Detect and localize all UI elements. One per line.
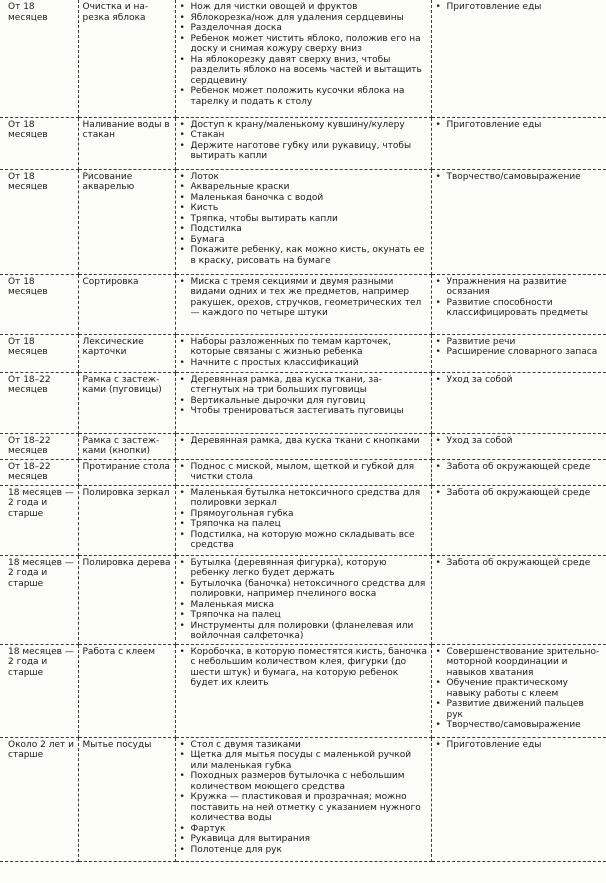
table-row bbox=[0, 485, 606, 555]
materials-list bbox=[180, 2, 428, 107]
skill-item: • Уход за собой bbox=[436, 436, 604, 447]
skills-list bbox=[436, 436, 604, 447]
table-row bbox=[0, 117, 606, 169]
skills-cell bbox=[431, 372, 606, 433]
skill-item: • Приготовление еды bbox=[436, 2, 604, 13]
material-item: • Яблокорезка/нож для удаления сердцевины bbox=[180, 13, 428, 24]
skill-item: • Творчество/самовыражение bbox=[436, 720, 604, 731]
skill-item: • Творчество/самовыражение bbox=[436, 172, 604, 183]
age-cell: От 18–22 месяцев bbox=[0, 433, 78, 459]
material-item: • Акварельные краски bbox=[180, 182, 428, 193]
materials-list bbox=[180, 558, 428, 642]
materials-cell bbox=[175, 555, 431, 644]
material-item: • Начните с простых классификаций bbox=[180, 358, 428, 369]
materials-cell bbox=[175, 433, 431, 459]
materials-cell bbox=[175, 459, 431, 485]
skills-cell bbox=[431, 555, 606, 644]
activity-cell: Рисование акварелью bbox=[78, 169, 175, 274]
table-row bbox=[0, 644, 606, 737]
skills-list bbox=[436, 647, 604, 731]
skills-list bbox=[436, 2, 604, 13]
material-item: • Полотенце для рук bbox=[180, 845, 428, 856]
age-cell: От 18 месяцев bbox=[0, 274, 78, 334]
table-row bbox=[0, 372, 606, 433]
skills-cell bbox=[431, 334, 606, 372]
materials-cell bbox=[175, 169, 431, 274]
material-item: • Разделочная доска bbox=[180, 23, 428, 34]
skill-item: • Совершенствование зрительно-моторной координации и навыков хватания bbox=[436, 647, 604, 679]
materials-cell bbox=[175, 334, 431, 372]
activity-cell: Работа с клеем bbox=[78, 644, 175, 737]
skill-item: • Развитие движений пальцев рук bbox=[436, 699, 604, 720]
material-item: • Рукавица для вытирания bbox=[180, 834, 428, 845]
material-item: • Стакан bbox=[180, 130, 428, 141]
materials-cell bbox=[175, 737, 431, 861]
age-cell: 18 месяцев — 2 года и старше bbox=[0, 644, 78, 737]
skills-cell bbox=[431, 644, 606, 737]
skill-item: • Упражнения на развитие осязания bbox=[436, 277, 604, 298]
activity-cell: Очистка и нарезка яблока bbox=[78, 0, 175, 117]
material-item: • Фартук bbox=[180, 824, 428, 835]
materials-list bbox=[180, 172, 428, 267]
skill-item: • Развитие речи bbox=[436, 337, 604, 348]
materials-cell bbox=[175, 274, 431, 334]
material-item: • Коробочка, в которую поместятся кисть, баночка с небольшим количеством клея, фигурки (до шести штук) и бумага, на которую ребенок будет их клеить bbox=[180, 647, 428, 689]
skills-list bbox=[436, 172, 604, 183]
material-item: • Щетка для мытья посуды с маленькой ручкой или маленькая губка bbox=[180, 750, 428, 771]
skills-cell bbox=[431, 433, 606, 459]
activity-cell: Мытье посуды bbox=[78, 737, 175, 861]
table-row bbox=[0, 274, 606, 334]
skill-item: • Забота об окружающей среде bbox=[436, 558, 604, 569]
material-item: • Тряпочка на палец bbox=[180, 519, 428, 530]
material-item: • Кисть bbox=[180, 203, 428, 214]
age-cell: От 18 месяцев bbox=[0, 117, 78, 169]
materials-list bbox=[180, 740, 428, 856]
skills-cell bbox=[431, 485, 606, 555]
material-item: • Лоток bbox=[180, 172, 428, 183]
materials-list bbox=[180, 488, 428, 551]
skills-list bbox=[436, 337, 604, 358]
skills-cell bbox=[431, 117, 606, 169]
skills-cell bbox=[431, 0, 606, 117]
materials-list bbox=[180, 277, 428, 319]
material-item: • Покажите ребенку, как можно кисть, окунать ее в краску, рисовать на бумаге bbox=[180, 245, 428, 266]
material-item: • Нож для чистки овощей и фруктов bbox=[180, 2, 428, 13]
material-item: • Походных размеров бутылочка с небольшим количеством моющего средства bbox=[180, 771, 428, 792]
materials-list bbox=[180, 120, 428, 162]
activity-cell: Сортировка bbox=[78, 274, 175, 334]
material-item: • Кружка — пластиковая и прозрачная; можно поставить на ней отметку с указанием нужного количества воды bbox=[180, 792, 428, 824]
table-row bbox=[0, 737, 606, 861]
activity-cell: Наливание воды в стакан bbox=[78, 117, 175, 169]
age-cell: От 18–22 месяцев bbox=[0, 459, 78, 485]
materials-list bbox=[180, 462, 428, 483]
age-cell: 18 месяцев — 2 года и старше bbox=[0, 485, 78, 555]
material-item: • Доступ к крану/маленькому кувшину/кулеру bbox=[180, 120, 428, 131]
material-item: • Бутылка (деревянная фигурка), которую ребенку легко будет держать bbox=[180, 558, 428, 579]
skill-item: • Расширение словарного запаса bbox=[436, 347, 604, 358]
skills-cell bbox=[431, 737, 606, 861]
table-row bbox=[0, 169, 606, 274]
skill-item: • Забота об окружающей среде bbox=[436, 462, 604, 473]
materials-cell bbox=[175, 644, 431, 737]
skills-cell bbox=[431, 459, 606, 485]
material-item: • Наборы разложенных по темам карточек, которые связаны с жизнью ребенка bbox=[180, 337, 428, 358]
skill-item: • Обучение практическому навыку работы с клеем bbox=[436, 678, 604, 699]
table-row bbox=[0, 334, 606, 372]
material-item: • Маленькая бутылка нетоксичного средства для полировки зеркал bbox=[180, 488, 428, 509]
activity-cell: Рамка с застежками (кнопки) bbox=[78, 433, 175, 459]
materials-cell bbox=[175, 0, 431, 117]
material-item: • Чтобы тренироваться застегивать пуговицы bbox=[180, 406, 428, 417]
material-item: • Деревянная рамка, два куска ткани, застегнутых на три больших пуговицы bbox=[180, 375, 428, 396]
skills-list bbox=[436, 488, 604, 499]
skills-list bbox=[436, 120, 604, 131]
material-item: • Маленькая баночка с водой bbox=[180, 193, 428, 204]
material-item: • Маленькая миска bbox=[180, 600, 428, 611]
materials-cell bbox=[175, 372, 431, 433]
skill-item: • Развитие способности классифицировать предметы bbox=[436, 298, 604, 319]
material-item: • Инструменты для полировки (фланелевая или войлочная салфеточка) bbox=[180, 621, 428, 642]
activity-cell: Лексические карточки bbox=[78, 334, 175, 372]
age-cell: Около 2 лет и старше bbox=[0, 737, 78, 861]
skill-item: • Уход за собой bbox=[436, 375, 604, 386]
age-cell: От 18–22 месяцев bbox=[0, 372, 78, 433]
material-item: • Бутылочка (баночка) нетоксичного средства для полировки, например пчелиного воска bbox=[180, 579, 428, 600]
material-item: • Подстилка, на которую можно складывать все средства bbox=[180, 530, 428, 551]
material-item: • Ребенок может положить кусочки яблока на тарелку и подать к столу bbox=[180, 86, 428, 107]
materials-cell bbox=[175, 485, 431, 555]
skill-item: • Забота об окружающей среде bbox=[436, 488, 604, 499]
material-item: • Держите наготове губку или рукавицу, чтобы вытирать капли bbox=[180, 141, 428, 162]
age-cell: 18 месяцев — 2 года и старше bbox=[0, 555, 78, 644]
material-item: • Ребенок может чистить яблоко, положив его на доску и снимая кожуру сверху вниз bbox=[180, 34, 428, 55]
material-item: • Стол с двумя тазиками bbox=[180, 740, 428, 751]
material-item: • Вертикальные дырочки для пуговиц bbox=[180, 396, 428, 407]
material-item: • Поднос с миской, мылом, щеткой и губкой для чистки стола bbox=[180, 462, 428, 483]
materials-cell bbox=[175, 117, 431, 169]
material-item: • На яблокорезку давят сверху вниз, чтобы разделить яблоко на восемь частей и вытащить сердцевину bbox=[180, 55, 428, 87]
activity-cell: Протирание стола bbox=[78, 459, 175, 485]
skills-cell bbox=[431, 274, 606, 334]
materials-list bbox=[180, 436, 428, 447]
skills-list bbox=[436, 277, 604, 319]
material-item: • Подстилка bbox=[180, 224, 428, 235]
age-cell: От 18 месяцев bbox=[0, 0, 78, 117]
age-cell: От 18 месяцев bbox=[0, 169, 78, 274]
material-item: • Тряпка, чтобы вытирать капли bbox=[180, 214, 428, 225]
skill-item: • Приготовление еды bbox=[436, 120, 604, 131]
material-item: • Миска с тремя секциями и двумя разными видами одних и тех же предметов, например ракушек, орехов, стручков, геометрических тел — каждого по четыре штуки bbox=[180, 277, 428, 319]
material-item: • Бумага bbox=[180, 235, 428, 246]
material-item: • Деревянная рамка, два куска ткани с кнопками bbox=[180, 436, 428, 447]
skill-item: • Приготовление еды bbox=[436, 740, 604, 751]
skills-list bbox=[436, 558, 604, 569]
skills-cell bbox=[431, 169, 606, 274]
activity-cell: Полировка дерева bbox=[78, 555, 175, 644]
table-row bbox=[0, 0, 606, 117]
skills-list bbox=[436, 740, 604, 751]
table-row bbox=[0, 555, 606, 644]
activity-cell: Рамка с застежками (пуговицы) bbox=[78, 372, 175, 433]
skills-list bbox=[436, 462, 604, 473]
materials-list bbox=[180, 337, 428, 369]
materials-list bbox=[180, 375, 428, 417]
activity-cell: Полировка зеркал bbox=[78, 485, 175, 555]
materials-list bbox=[180, 647, 428, 689]
table-row bbox=[0, 459, 606, 485]
material-item: • Тряпочка на палец bbox=[180, 610, 428, 621]
skills-list bbox=[436, 375, 604, 386]
age-cell: От 18 месяцев bbox=[0, 334, 78, 372]
table-row bbox=[0, 433, 606, 459]
material-item: • Прямоугольная губка bbox=[180, 509, 428, 520]
